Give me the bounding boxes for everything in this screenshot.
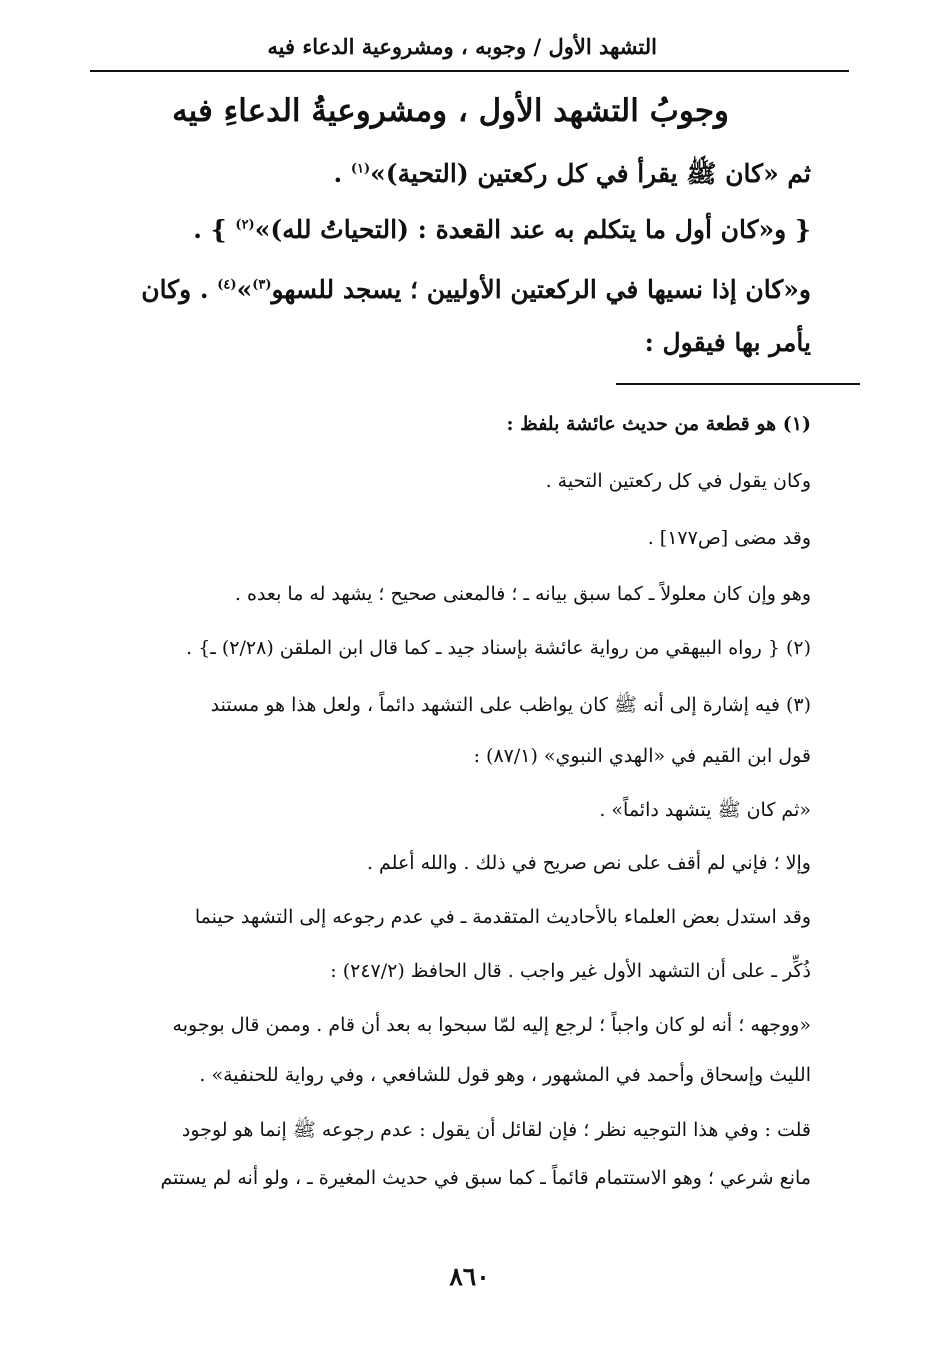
main-line-3-text: و«كان إذا نسيها في الركعتين الأوليين ؛ يسجد للسهو [271,275,811,304]
footnote-ref-4[interactable]: (٤) [217,277,237,293]
main-line-3-mid: » [236,275,253,304]
footnote-line: «ثم كان ﷺ يتشهد دائماً» . [599,799,811,821]
footnote-line: وقد مضى [ص١٧٧] . [647,527,811,549]
main-line-2-end: } . [193,215,236,244]
section-title: وجوبُ التشهد الأول ، ومشروعيةُ الدعاءِ فيه [172,93,729,129]
running-header [90,34,849,72]
footnote-line: وهو وإن كان معلولاً ـ كما سبق بيانه ـ ؛ فالمعنى صحيح ؛ يشهد له ما بعده . [234,583,811,605]
main-line-1-text: ثم «كان ﷺ يقرأ في كل ركعتين (التحية)» [370,159,811,188]
footnote-line: قلت : وفي هذا التوجيه نظر ؛ فإن لقائل أن يقول : عدم رجوعه ﷺ إنما هو لوجود [181,1119,811,1141]
footnote-line: وكان يقول في كل ركعتين التحية . [545,470,811,492]
footnote-line: (١) هو قطعة من حديث عائشة بلفظ : [506,413,811,435]
main-line-2-text: { و«كان أول ما يتكلم به عند القعدة : (التحياتُ لله)» [254,215,811,244]
page-number: ٨٦٠ [449,1262,490,1291]
main-line-3-end: . وكان [141,275,218,304]
footnote-ref-1[interactable]: (١) [350,161,371,177]
footnote-line: وقد استدل بعض العلماء بالأحاديث المتقدمة ـ في عدم رجوعه إلى التشهد حينما [194,906,811,928]
main-line-2 [193,215,811,244]
main-line-4: يأمر بها فيقول : [644,328,811,357]
footnote-line: (٣) فيه إشارة إلى أنه ﷺ كان يواظب على التشهد دائماً ، ولعل هذا هو مستند [210,694,811,716]
footnote-line: «ووجهه ؛ أنه لو كان واجباً ؛ لرجع إليه لمّا سبحوا به بعد أن قام . وممن قال بوجوبه [172,1014,811,1036]
footnote-ref-2[interactable]: (٢) [235,217,255,233]
footnote-line: (٢) { رواه البيهقي من رواية عائشة بإسناد جيد ـ كما قال ابن الملقن (٢/٢٨) ـ} . [186,637,811,659]
footnote-line: وإلا ؛ فإني لم أقف على نص صريح في ذلك . والله أعلم . [366,852,811,874]
main-line-1-end: . [333,159,351,188]
footnote-divider [616,383,860,385]
footnote-line: مانع شرعي ؛ وهو الاستتمام قائماً ـ كما سبق في حديث المغيرة ـ ، ولو أنه لم يستتم [160,1167,811,1189]
footnote-line: الليث وإسحاق وأحمد في المشهور ، وهو قول للشافعي ، وفي رواية للحنفية» . [199,1064,811,1086]
footnote-line: قول ابن القيم في «الهدي النبوي» (٨٧/١) : [473,745,811,767]
footnote-line: ذُكِّر ـ على أن التشهد الأول غير واجب . قال الحافظ (٢٤٧/٢) : [330,960,811,982]
footnote-ref-3[interactable]: (٣) [252,277,272,293]
running-title: التشهد الأول / وجوبه ، ومشروعية الدعاء فيه [267,34,657,59]
main-line-1 [333,158,811,195]
main-line-3 [141,275,811,304]
